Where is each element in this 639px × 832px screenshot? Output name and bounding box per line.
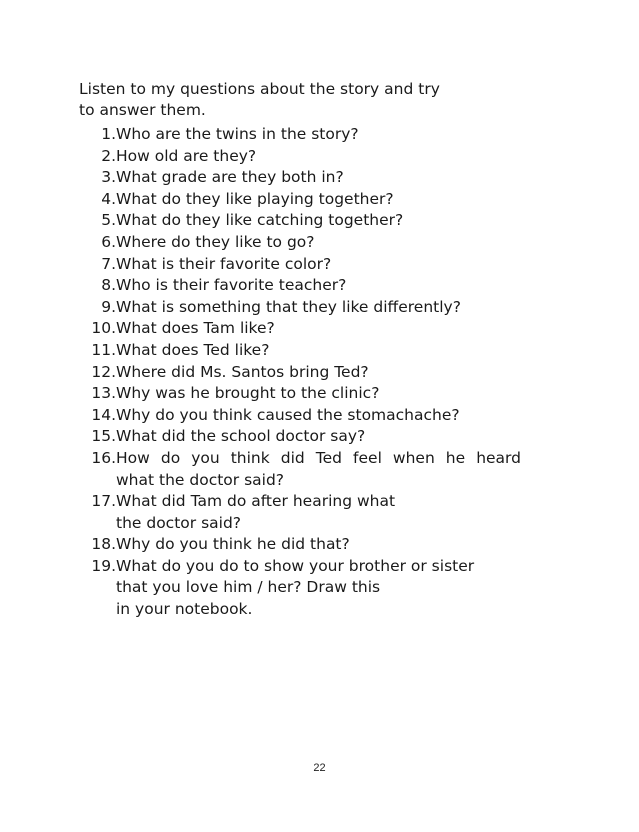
question-line: what the doctor said? bbox=[116, 470, 285, 489]
question-line: the doctor said? bbox=[116, 513, 242, 532]
instructions-paragraph bbox=[79, 79, 539, 121]
question-item bbox=[79, 556, 549, 621]
question-number: 2. bbox=[101, 146, 116, 165]
question-number: 17. bbox=[91, 492, 116, 511]
question-number: 14. bbox=[91, 405, 116, 424]
question-text bbox=[116, 362, 549, 384]
question-text bbox=[116, 146, 549, 168]
question-line: How do you think did Ted feel when he heard bbox=[116, 448, 521, 467]
question-item bbox=[79, 146, 549, 168]
question-number: 16. bbox=[91, 448, 116, 467]
question-item bbox=[79, 318, 549, 340]
question-line: Why do you think caused the stomachache? bbox=[116, 405, 460, 424]
question-item bbox=[79, 448, 549, 491]
question-number: 11. bbox=[91, 340, 116, 359]
question-number: 19. bbox=[91, 556, 116, 575]
question-text bbox=[116, 491, 549, 534]
question-number: 5. bbox=[101, 211, 116, 230]
question-item bbox=[79, 383, 549, 405]
question-item bbox=[79, 491, 549, 534]
question-line: Why do you think he did that? bbox=[116, 535, 350, 554]
question-text bbox=[116, 426, 549, 448]
question-line: What did the school doctor say? bbox=[116, 427, 366, 446]
instructions-line: to answer them. bbox=[79, 101, 206, 119]
question-item bbox=[79, 189, 549, 211]
question-list bbox=[79, 124, 549, 621]
question-line: in your notebook. bbox=[116, 600, 253, 619]
question-line: What do they like playing together? bbox=[116, 189, 394, 208]
question-text bbox=[116, 275, 549, 297]
question-item bbox=[79, 534, 549, 556]
question-text bbox=[116, 383, 549, 405]
question-line: What does Tam like? bbox=[116, 319, 275, 338]
question-text bbox=[116, 254, 549, 276]
question-item bbox=[79, 167, 549, 189]
question-item bbox=[79, 275, 549, 297]
question-line: What do you do to show your brother or sister bbox=[116, 556, 475, 575]
question-number: 15. bbox=[91, 427, 116, 446]
question-line: that you love him / her? Draw this bbox=[116, 578, 381, 597]
question-number: 7. bbox=[101, 254, 116, 273]
question-line: What did Tam do after hearing what bbox=[116, 492, 396, 511]
question-line: What is something that they like differently? bbox=[116, 297, 461, 316]
question-line: Why was he brought to the clinic? bbox=[116, 384, 380, 403]
question-line: What do they like catching together? bbox=[116, 211, 404, 230]
question-line: What does Ted like? bbox=[116, 340, 270, 359]
instructions-line: Listen to my questions about the story and try bbox=[79, 80, 440, 98]
question-text bbox=[116, 405, 549, 427]
question-text bbox=[116, 534, 549, 556]
question-text bbox=[116, 189, 549, 211]
question-text bbox=[116, 210, 549, 232]
question-text bbox=[116, 448, 549, 491]
question-number: 10. bbox=[91, 319, 116, 338]
question-item bbox=[79, 210, 549, 232]
question-line: Where do they like to go? bbox=[116, 232, 315, 251]
question-text bbox=[116, 318, 549, 340]
question-number: 6. bbox=[101, 232, 116, 251]
question-line: What is their favorite color? bbox=[116, 254, 332, 273]
question-text bbox=[116, 297, 549, 319]
question-item bbox=[79, 254, 549, 276]
question-number: 9. bbox=[101, 297, 116, 316]
question-number: 1. bbox=[101, 125, 116, 143]
question-line: Who are the twins in the story? bbox=[116, 125, 359, 143]
question-number: 18. bbox=[91, 535, 116, 554]
question-number: 4. bbox=[101, 189, 116, 208]
question-line: How old are they? bbox=[116, 146, 257, 165]
question-text bbox=[116, 340, 549, 362]
question-item bbox=[79, 405, 549, 427]
question-item bbox=[79, 297, 549, 319]
question-item bbox=[79, 362, 549, 384]
question-number: 3. bbox=[101, 168, 116, 187]
question-item bbox=[79, 232, 549, 254]
question-line: What grade are they both in? bbox=[116, 168, 344, 187]
question-item bbox=[79, 340, 549, 362]
question-number: 8. bbox=[101, 276, 116, 295]
question-item bbox=[79, 124, 549, 146]
question-line: Who is their favorite teacher? bbox=[116, 276, 347, 295]
question-number: 13. bbox=[91, 384, 116, 403]
question-text bbox=[116, 556, 549, 621]
question-text bbox=[116, 232, 549, 254]
page-number: 22 bbox=[313, 762, 326, 774]
question-text bbox=[116, 124, 549, 146]
question-number: 12. bbox=[91, 362, 116, 381]
question-line: Where did Ms. Santos bring Ted? bbox=[116, 362, 369, 381]
question-item bbox=[79, 426, 549, 448]
question-text bbox=[116, 167, 549, 189]
